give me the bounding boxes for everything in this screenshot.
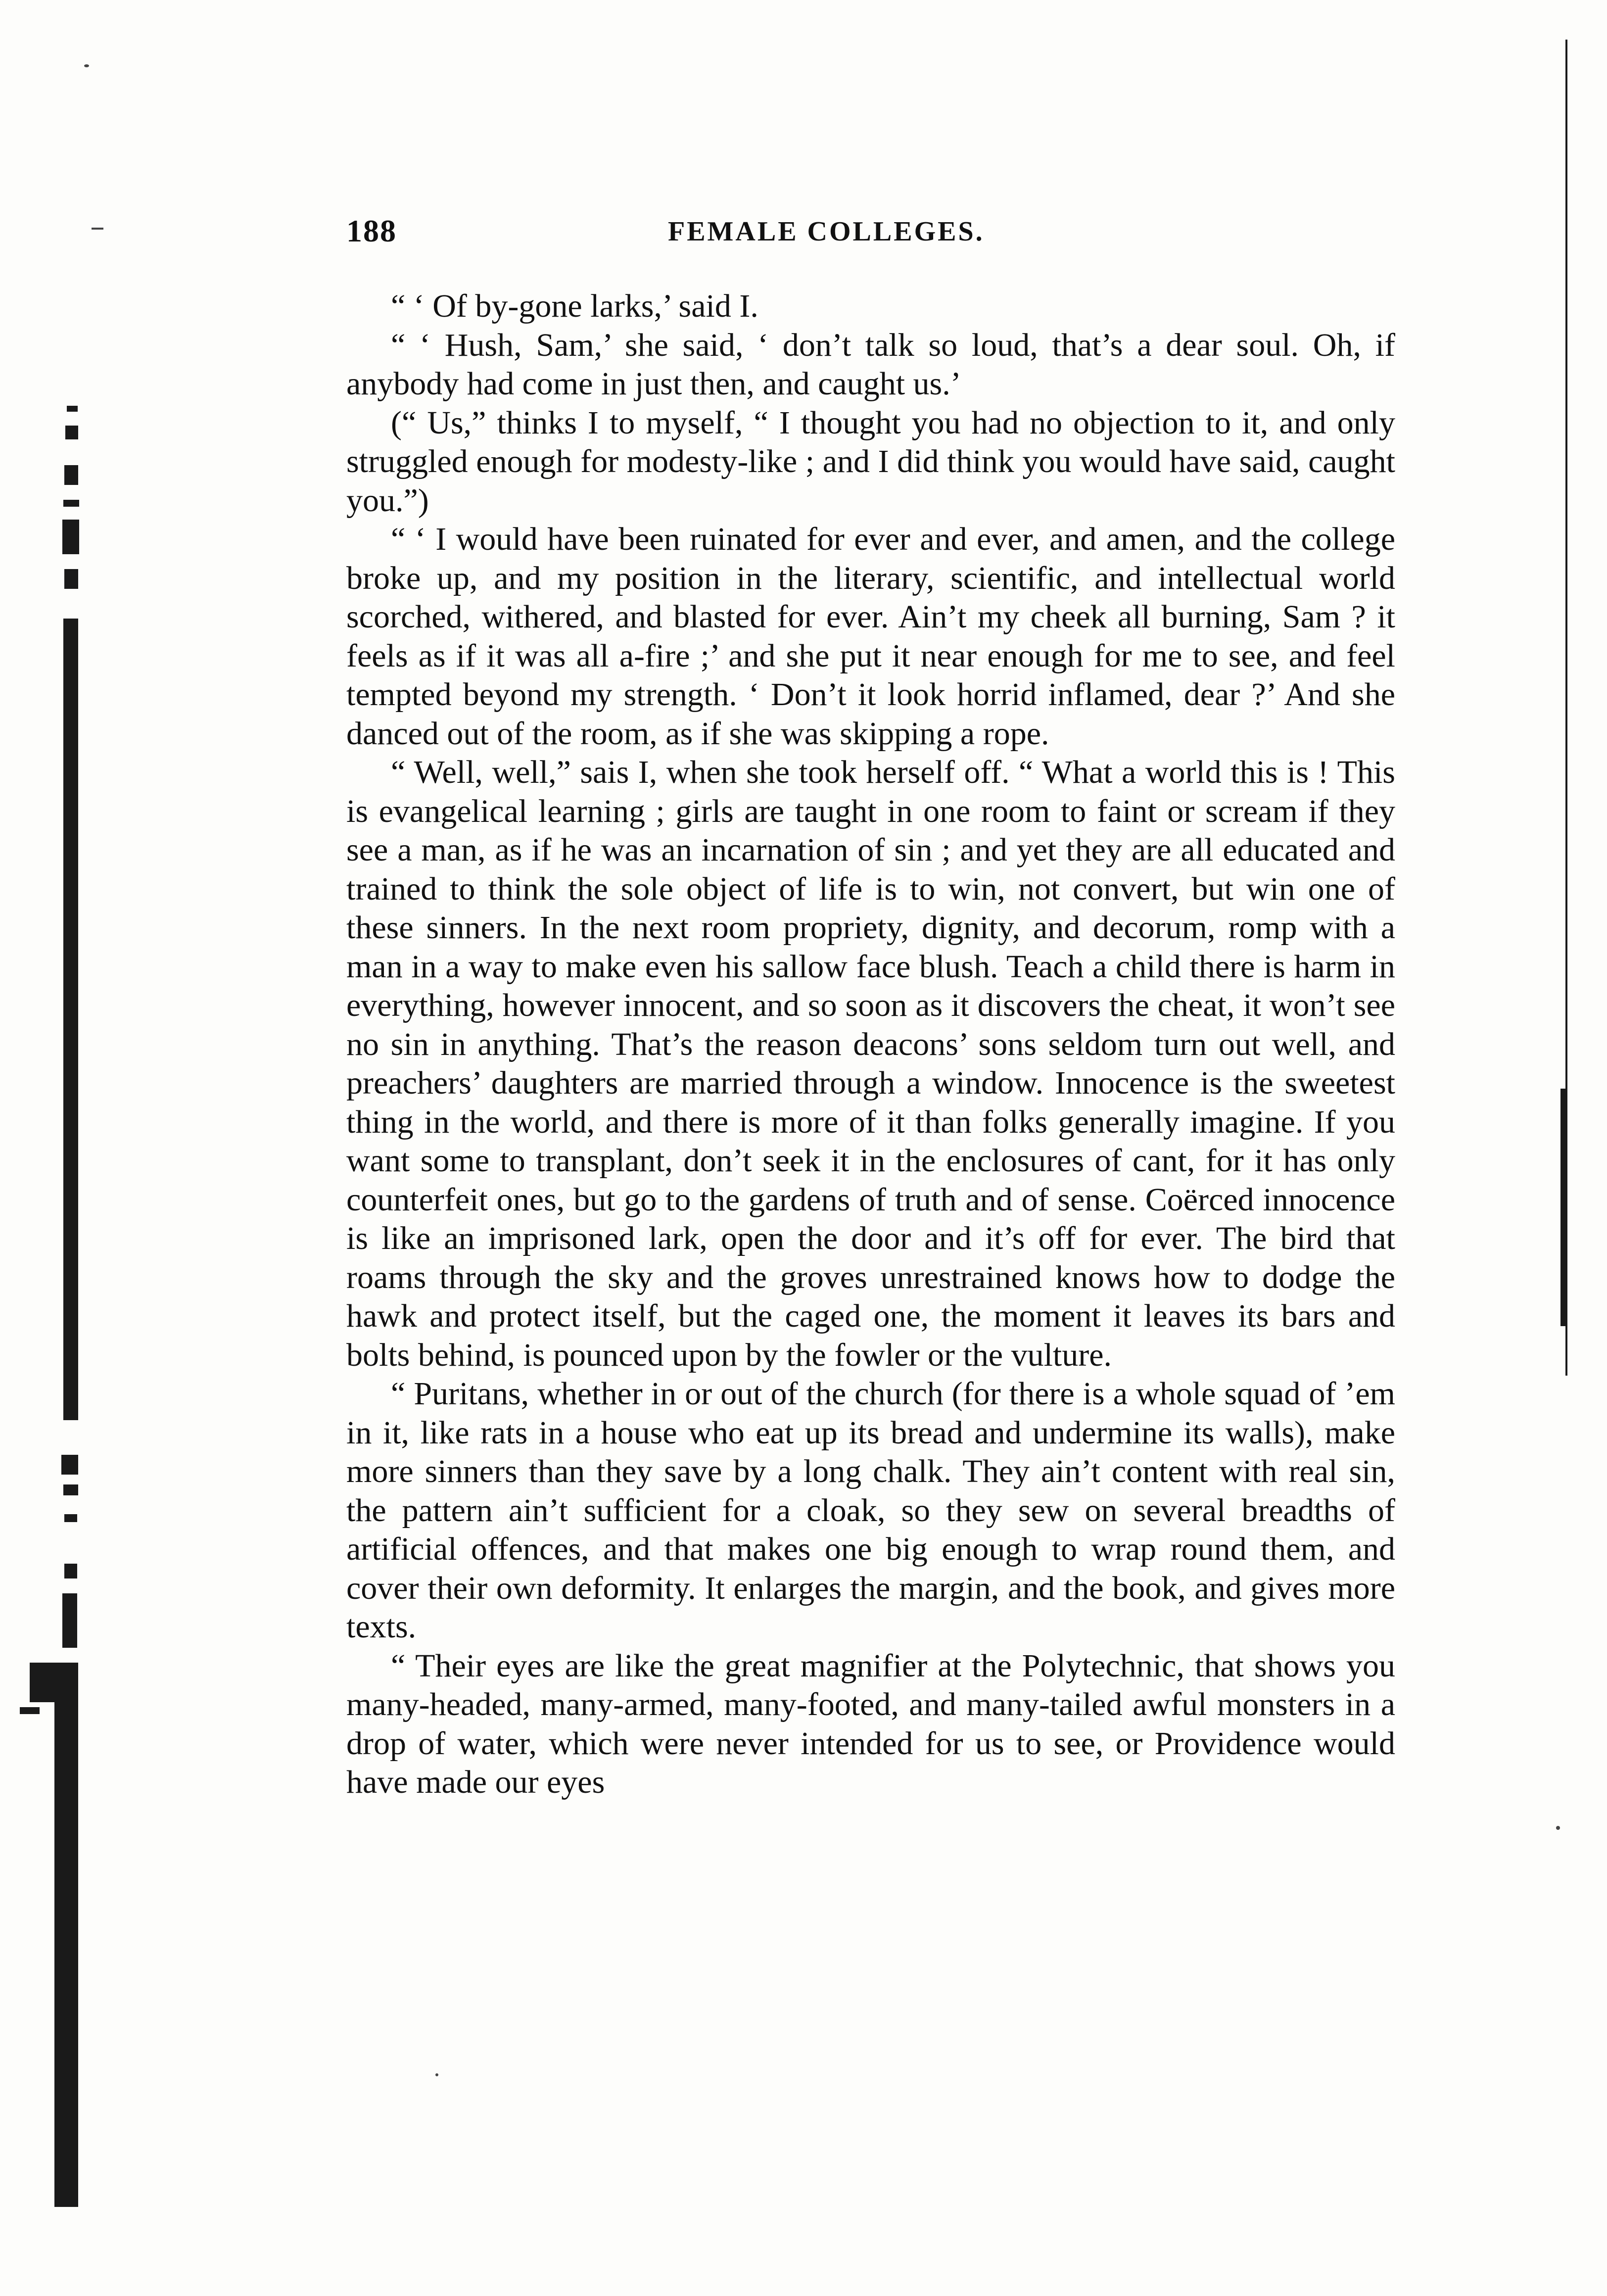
scan-speck [84,64,89,67]
gutter-mark [64,465,78,485]
paragraph: (“ Us,” thinks I to myself, “ I thought you had no objection to it, and only struggled enough for modesty-like ; and I did think you would have said, caught you.”) [346,404,1395,519]
gutter-mark [54,1663,78,2207]
page-header [346,213,1088,252]
paragraph: “ Their eyes are like the great magnifier at the Polytechnic, that shows you many-headed, many-armed, many-footed, and many-tailed awful monsters in a drop of water, which were never intended for us to see, or Providence would have made our eyes [346,1647,1395,1800]
gutter-mark [63,619,78,1420]
binding-gutter [10,0,129,2296]
gutter-mark [61,1455,78,1475]
gutter-mark [67,406,78,412]
paragraph: “ ‘ I would have been ruinated for ever and ever, and amen, and the college broke up, and my position in the literary, scientific, and intellectual world scorched, withered, and blasted for ever. Ain’t my cheek all burning, Sam ? it feels as if it was all a-fire ;’ and she put it near enough for me to see, and feel tempted beyond my strength. ‘ Don’t it look horrid inflamed, dear ?’ And she danced out of the room, as if she was skipping a rope. [346,521,1395,752]
gutter-mark [65,426,78,439]
running-title: FEMALE COLLEGES. [668,216,985,247]
scan-speck [1556,1826,1560,1830]
gutter-mark [62,1593,77,1648]
page-number: 188 [346,213,397,248]
gutter-mark [20,1707,40,1714]
scan-speck [435,2073,438,2076]
gutter-mark [63,1484,78,1495]
gutter-mark [64,1564,77,1578]
gutter-mark [30,1663,54,1702]
paragraph: “ ‘ Of by-gone larks,’ said I. [391,288,758,324]
gutter-mark [64,569,78,589]
body-text [346,287,1395,1802]
paragraph: “ ‘ Hush, Sam,’ she said, ‘ don’t talk so loud, that’s a dear soul. Oh, if anybody had come in just then, and caught us.’ [346,327,1395,402]
paragraph: “ Well, well,” sais I, when she took herself off. “ What a world this is ! This is evangelical learning ; girls are taught in one room to faint or scream if they see a man, as if he was an incarnation of sin ; and yet they are all educated and trained to think the sole object of life is to win, not convert, but win one of these sinners. In the next room propriety, dignity, and decorum, romp with a man in a way to make even his sallow face blush. Teach a child there is harm in everything, however innocent, and so soon as it discovers the cheat, it won’t see no sin in anything. That’s the reason deacons’ sons seldom turn out well, and preachers’ daughters are married through a window. Innocence is the sweetest thing in the world, and there is more of it than folks generally imagine. If you want some to transplant, don’t seek it in the enclosures of cant, for it has only counterfeit ones, but go to the gardens of truth and of sense. Coërced innocence is like an imprisoned lark, open the door and it’s off for ever. The bird that roams through the sky and the groves unrestrained knows how to dodge the hawk and protect itself, but the caged one, the moment it leaves its bars and bolts behind, is pounced upon by the fowler or the vulture. [346,754,1395,1373]
right-edge-bar [1560,1089,1567,1326]
gutter-mark [64,1514,77,1522]
gutter-mark [63,500,79,507]
gutter-mark [62,520,79,554]
paragraph: “ Puritans, whether in or out of the church (for there is a whole squad of ’em in it, like rats in a house who eat up its bread and undermine its walls), make more sinners than they save by a long chalk. They ain’t content with real sin, the pattern ain’t sufficient for a cloak, so they sew on several breadths of artificial offences, and that makes one big enough to wrap round them, and cover their own deformity. It enlarges the margin, and the book, and gives more texts. [346,1376,1395,1645]
scan-speck [92,228,103,230]
